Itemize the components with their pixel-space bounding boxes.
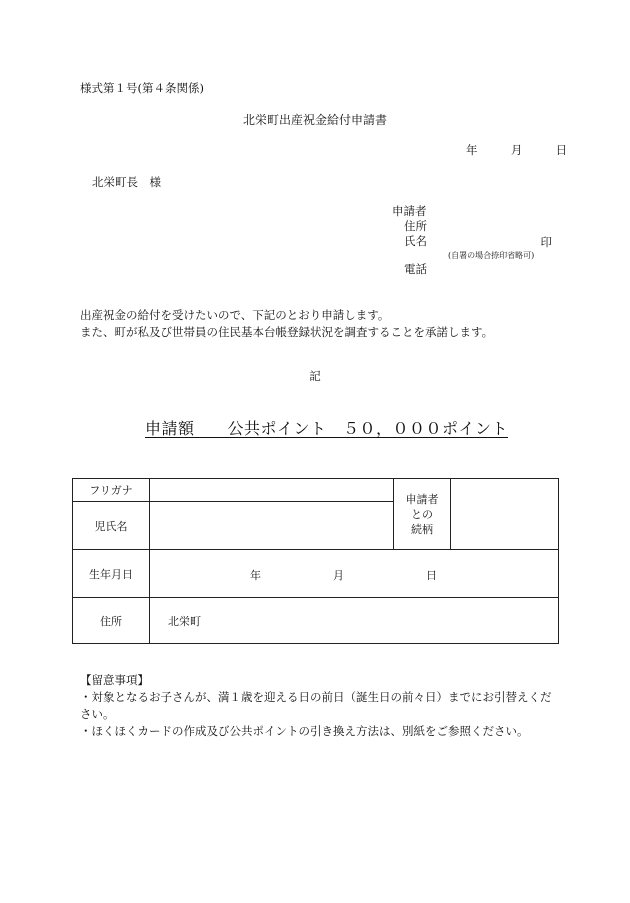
request-text [80, 307, 493, 341]
relation-label-line-1: 申請者 [405, 492, 439, 506]
date-year: 年 [466, 143, 478, 157]
notes-section [80, 672, 560, 740]
requested-amount: 申請額 公共ポイント ５０，０００ポイント [145, 419, 509, 438]
applicant-address-label: 住所 [404, 219, 427, 233]
dob-month: 月 [333, 568, 344, 582]
request-line-2: また、町が私及び世帯員の住民基本台帳登録状況を調査することを承諾します。 [80, 325, 494, 339]
address-label: 住所 [73, 598, 150, 644]
document-title: 北栄町出産祝金給付申請書 [242, 113, 387, 127]
relation-label-line-2: との [411, 507, 433, 521]
applicant-phone-label: 電話 [404, 262, 427, 276]
seal-mark: 印 [540, 235, 552, 249]
ki-mark: 記 [309, 369, 321, 383]
relation-field[interactable] [451, 479, 559, 550]
notes-item-1: ・対象となるお子さんが、満１歳を迎える日の前日（誕生日の前々日）までにお引替えください。 [80, 690, 552, 721]
relation-label-line-3: 続柄 [411, 522, 433, 536]
relation-label [394, 479, 451, 550]
seal-note: (自署の場合捺印省略可) [448, 251, 535, 260]
date-month: 月 [510, 143, 523, 157]
date-line [466, 142, 567, 158]
notes-heading: 【留意事項】 [80, 673, 149, 687]
address-value[interactable]: 北栄町 [150, 598, 559, 644]
notes-item-2: ・ほくほくカードの作成及び公共ポイントの引き換え方法は、別紙をご参照ください。 [80, 724, 529, 738]
dob-year: 年 [250, 568, 261, 582]
date-day: 日 [555, 143, 568, 157]
form-number: 様式第１号(第４条関係) [80, 81, 204, 95]
dob-field[interactable] [150, 550, 559, 598]
addressee: 北栄町長 様 [92, 175, 161, 189]
application-table [72, 478, 559, 644]
dob-day: 日 [426, 568, 437, 582]
dob-label: 生年月日 [73, 550, 150, 598]
child-name-field[interactable] [150, 502, 394, 550]
applicant-heading: 申請者 [392, 204, 427, 218]
furigana-label: フリガナ [73, 479, 150, 502]
request-line-1: 出産祝金の給付を受けたいので、下記のとおり申請します。 [80, 308, 390, 322]
applicant-name-label: 氏名 [404, 234, 427, 248]
child-name-label: 児氏名 [73, 502, 150, 550]
furigana-field[interactable] [150, 479, 394, 502]
